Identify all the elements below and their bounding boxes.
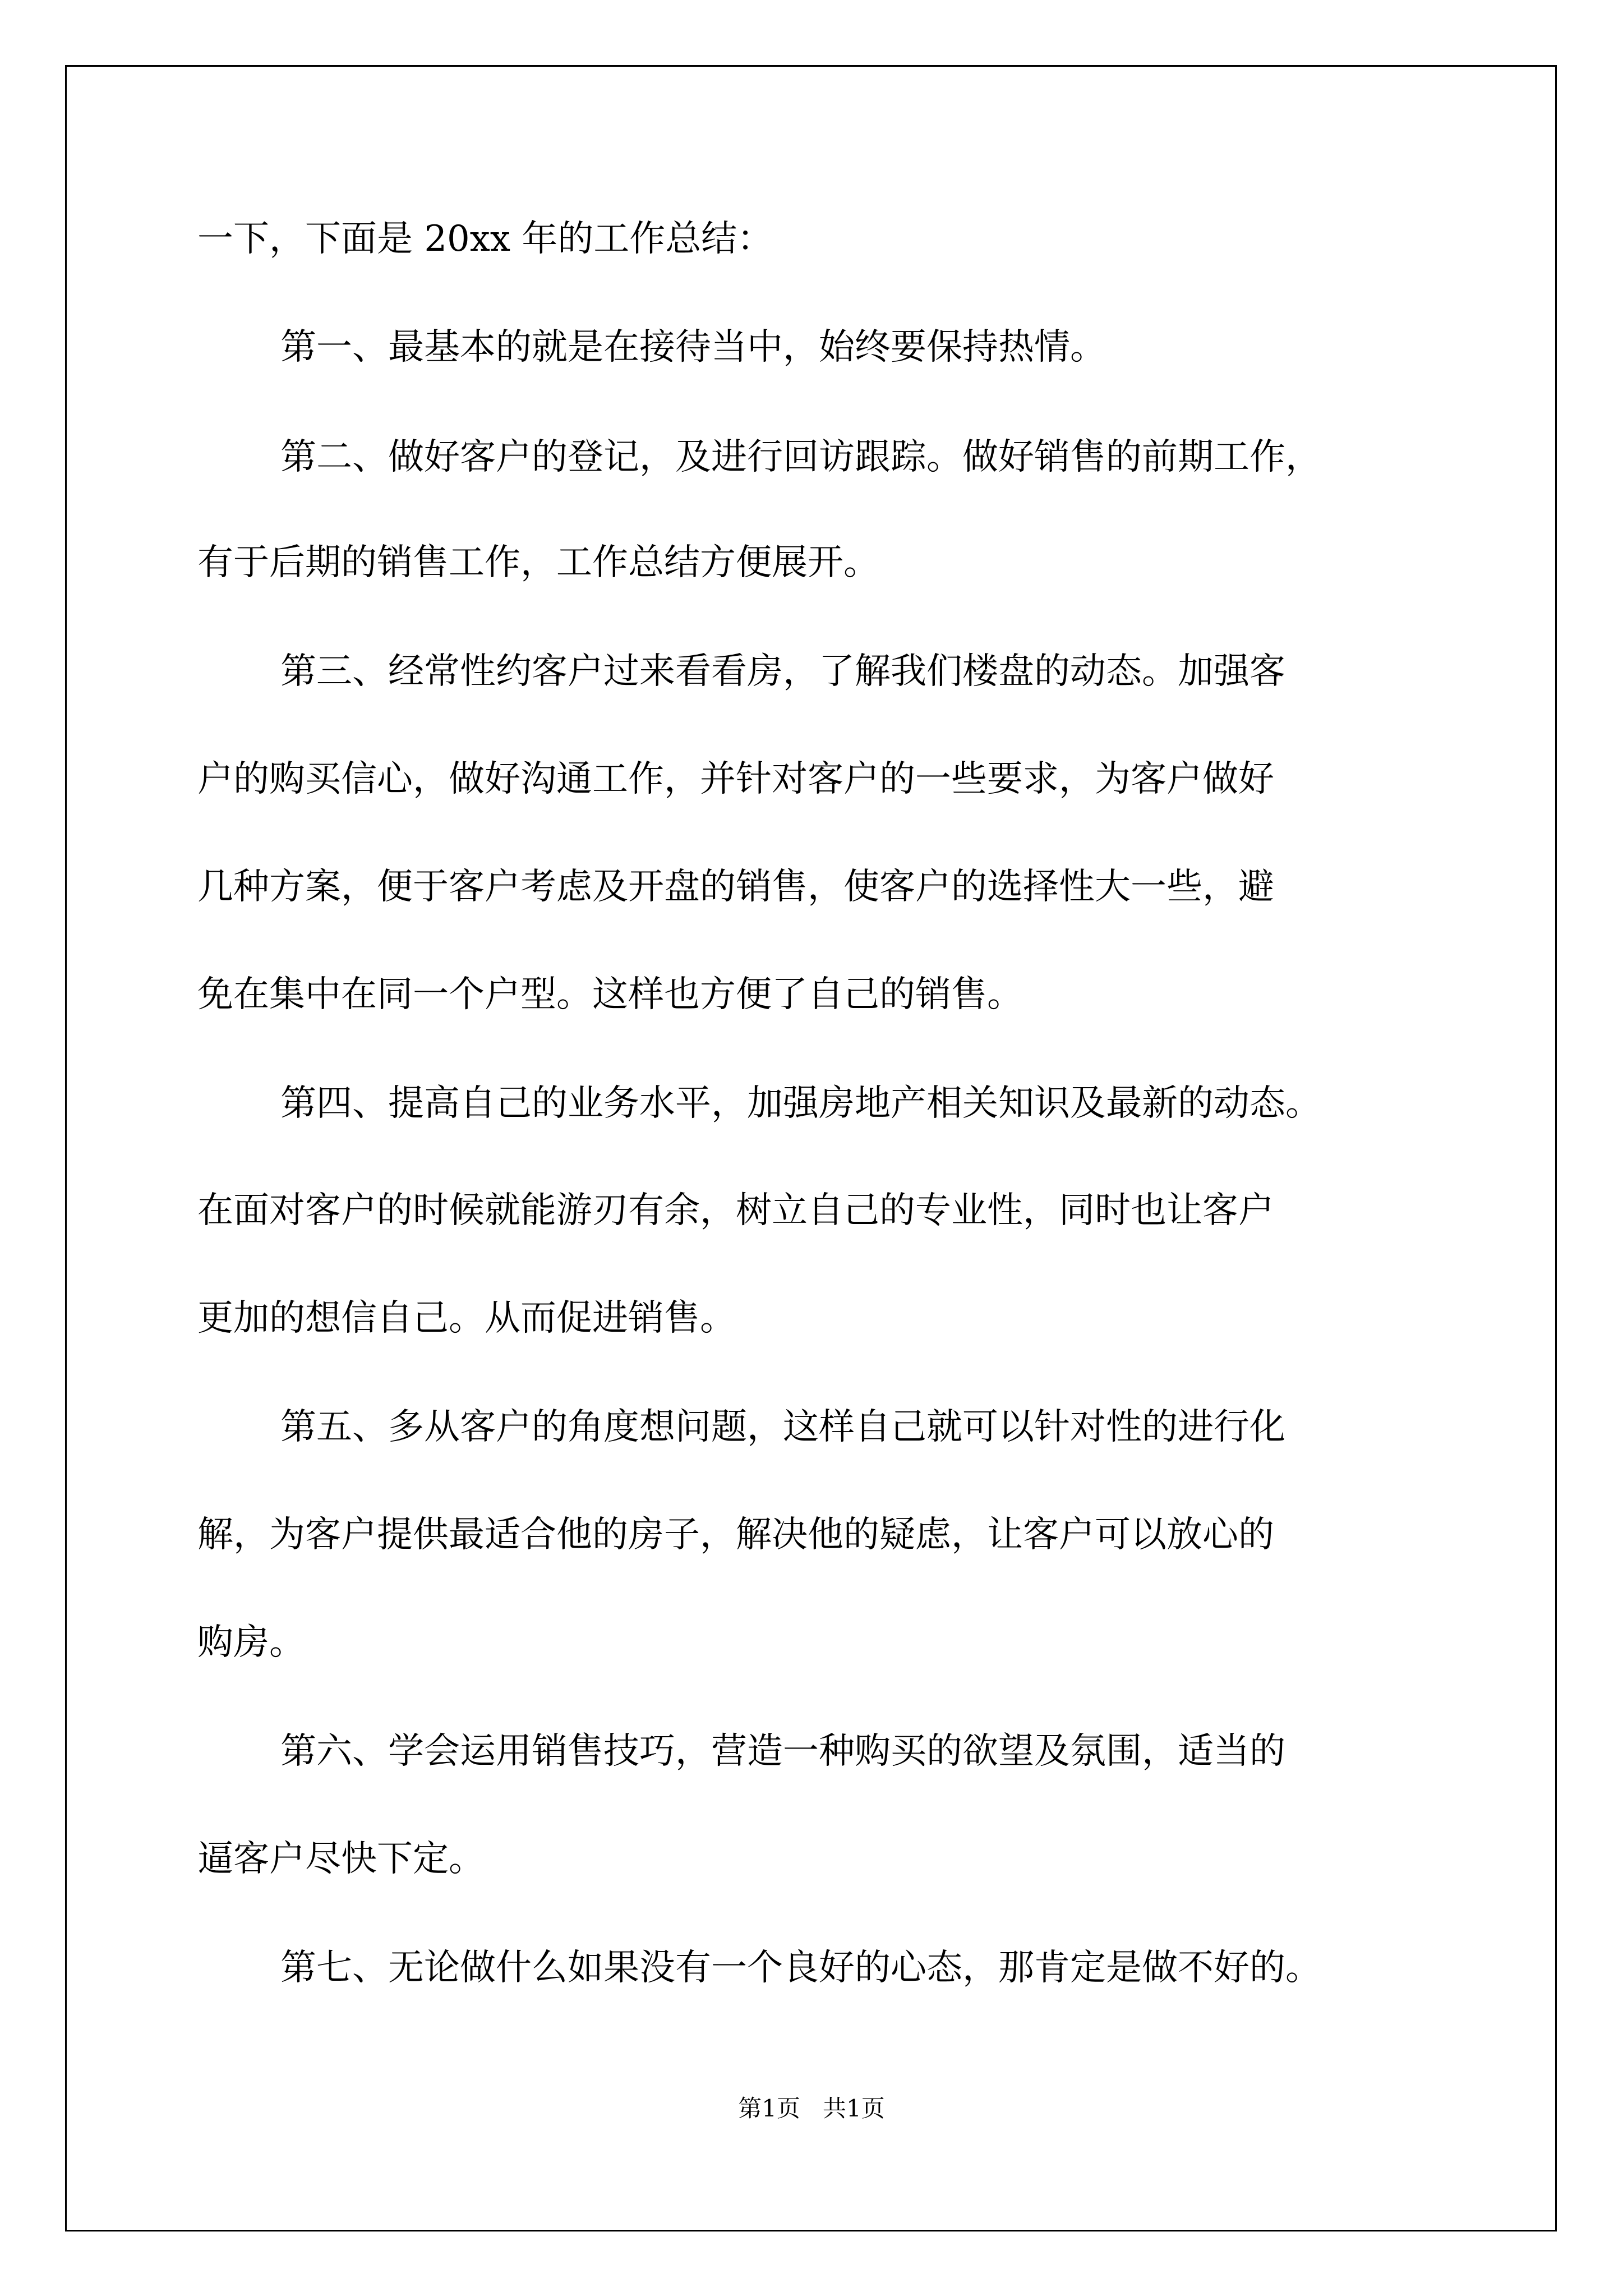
text-line: 第一、最基本的就是在接待当中，始终要保持热情。 (280, 326, 1106, 368)
text-line: 第二、做好客户的登记，及进行回访跟踪。做好销售的前期工作， (280, 436, 1321, 478)
text-line: 第六、学会运用销售技巧，营造一种购买的欲望及氛围，适当的 (280, 1731, 1285, 1772)
text-line: 第三、经常性约客户过来看看房，了解我们楼盘的动态。加强客 (280, 651, 1285, 692)
text-line: 逼客户尽快下定。 (197, 1838, 485, 1880)
page-border (65, 65, 1557, 2231)
text-line: 一下，下面是 20xx 年的工作总结： (197, 218, 773, 260)
text-line: 第四、提高自己的业务水平，加强房地产相关知识及最新的动态。 (280, 1083, 1321, 1124)
text-line: 第五、多从客户的角度想问题，这样自己就可以针对性的进行化 (280, 1406, 1285, 1448)
text-line: 在面对客户的时候就能游刃有余，树立自己的专业性，同时也让客户 (197, 1190, 1274, 1231)
text-line: 有于后期的销售工作，工作总结方便展开。 (197, 542, 879, 583)
text-line: 更加的想信自己。从而促进销售。 (197, 1297, 736, 1339)
text-line: 免在集中在同一个户型。这样也方便了自己的销售。 (197, 974, 1023, 1015)
text-line: 解，为客户提供最适合他的房子，解决他的疑虑，让客户可以放心的 (197, 1514, 1274, 1556)
text-line: 户的购买信心，做好沟通工作，并针对客户的一些要求，为客户做好 (197, 758, 1274, 800)
text-line: 购房。 (197, 1622, 305, 1663)
text-line: 第七、无论做什么如果没有一个良好的心态，那肯定是做不好的。 (280, 1947, 1321, 1989)
page-number-footer: 第1页 共1页 (738, 2095, 885, 2122)
text-line: 几种方案，便于客户考虑及开盘的销售，使客户的选择性大一些，避 (197, 866, 1274, 908)
